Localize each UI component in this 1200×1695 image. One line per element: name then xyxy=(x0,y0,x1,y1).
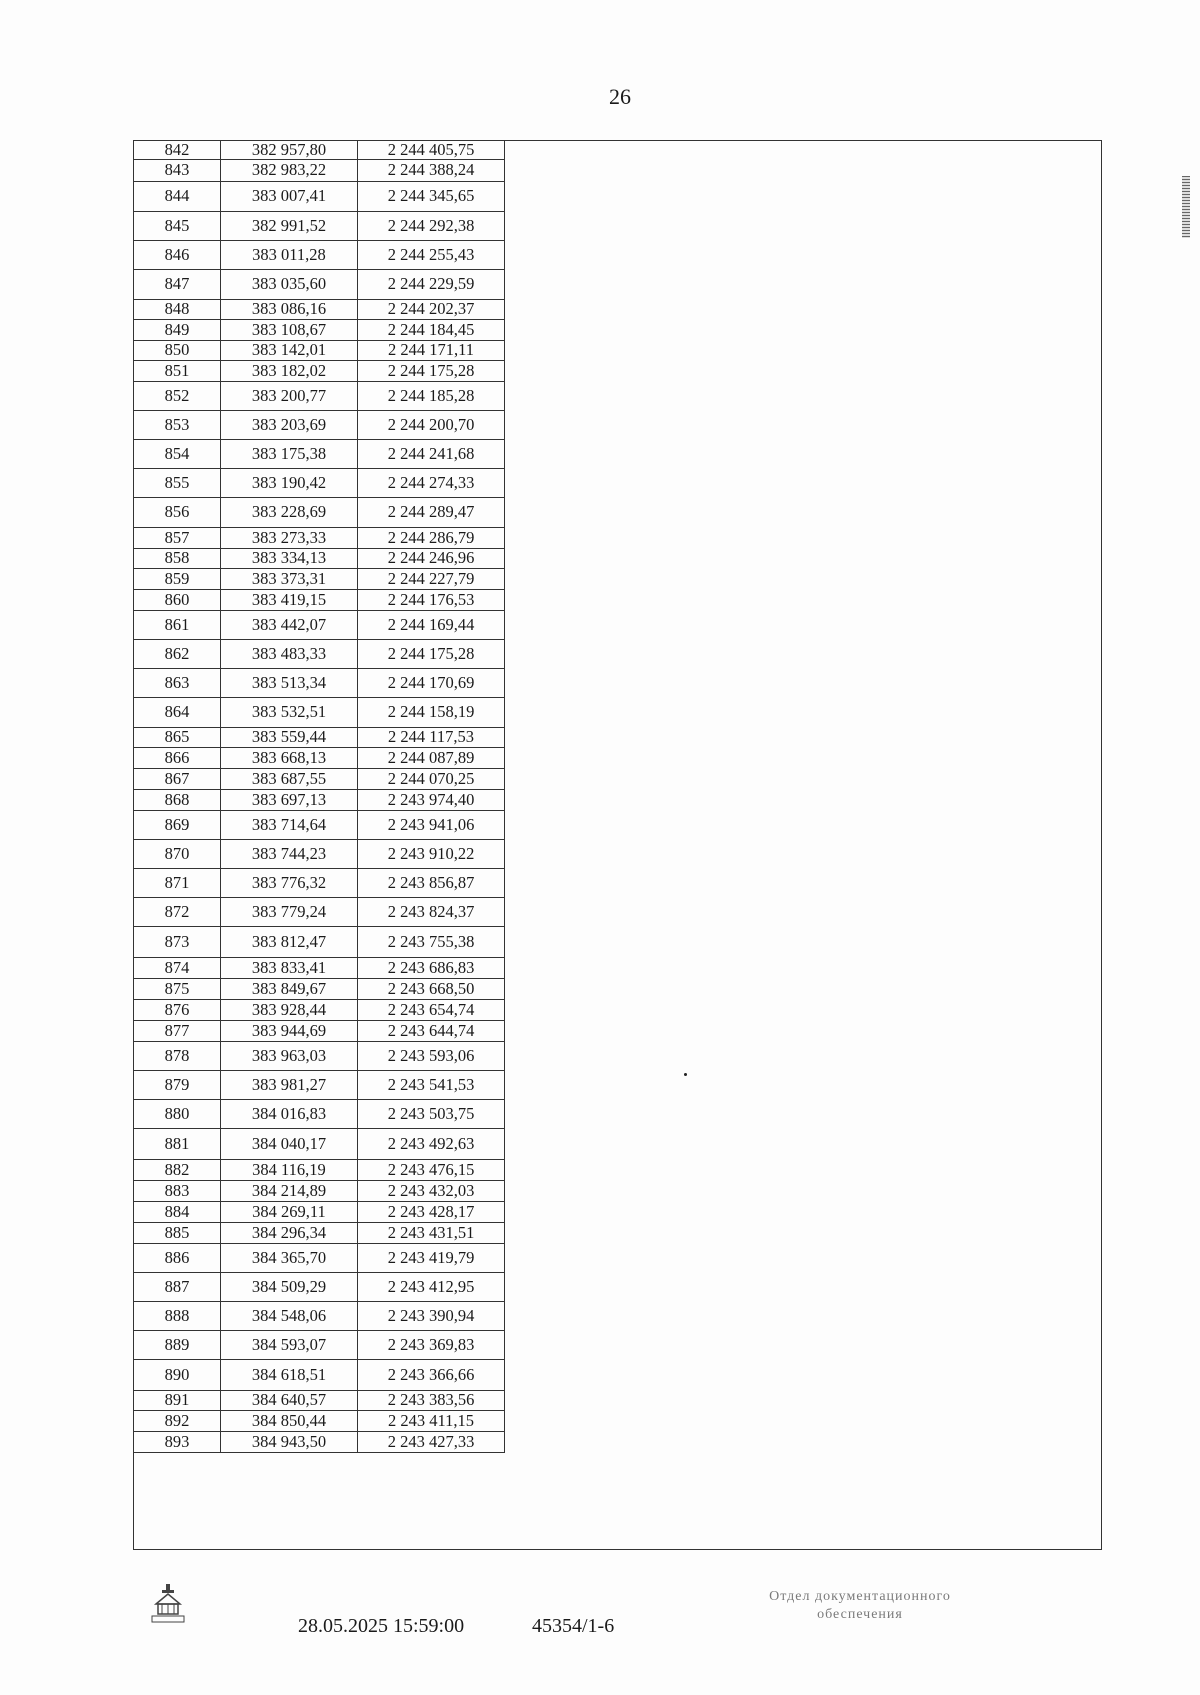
coordinate-x: 383 928,44 xyxy=(221,1000,358,1021)
coordinates-table xyxy=(133,140,505,1453)
point-number: 884 xyxy=(134,1202,221,1223)
stamp-line-1: Отдел документационного xyxy=(769,1589,951,1604)
point-number: 842 xyxy=(134,141,221,160)
point-number: 877 xyxy=(134,1021,221,1042)
coordinate-x: 383 142,01 xyxy=(221,341,358,361)
table-row xyxy=(134,728,505,748)
point-number: 859 xyxy=(134,569,221,590)
point-number: 847 xyxy=(134,270,221,300)
organization-logo-icon xyxy=(148,1582,188,1624)
coordinate-x: 383 776,32 xyxy=(221,869,358,898)
point-number: 893 xyxy=(134,1432,221,1453)
point-number: 892 xyxy=(134,1411,221,1432)
coordinate-y: 2 244 175,28 xyxy=(358,640,505,669)
coordinate-x: 383 744,23 xyxy=(221,840,358,869)
table-row xyxy=(134,1021,505,1042)
table-row xyxy=(134,1360,505,1391)
coordinate-x: 382 957,80 xyxy=(221,141,358,160)
point-number: 885 xyxy=(134,1223,221,1244)
point-number: 882 xyxy=(134,1160,221,1181)
point-number: 890 xyxy=(134,1360,221,1391)
coordinate-y: 2 243 412,95 xyxy=(358,1273,505,1302)
table-row xyxy=(134,270,505,300)
table-row xyxy=(134,320,505,341)
table-row xyxy=(134,1129,505,1160)
table-row xyxy=(134,1042,505,1071)
point-number: 880 xyxy=(134,1100,221,1129)
coordinate-y: 2 244 345,65 xyxy=(358,182,505,212)
coordinate-x: 384 548,06 xyxy=(221,1302,358,1331)
point-number: 861 xyxy=(134,611,221,640)
coordinate-x: 383 190,42 xyxy=(221,469,358,498)
coordinate-x: 384 640,57 xyxy=(221,1391,358,1411)
coordinate-x: 383 944,69 xyxy=(221,1021,358,1042)
coordinate-x: 383 697,13 xyxy=(221,790,358,811)
table-row xyxy=(134,669,505,698)
coordinate-x: 384 365,70 xyxy=(221,1244,358,1273)
table-row xyxy=(134,1331,505,1360)
coordinate-x: 382 991,52 xyxy=(221,212,358,241)
coordinate-x: 383 849,67 xyxy=(221,979,358,1000)
point-number: 866 xyxy=(134,748,221,769)
point-number: 873 xyxy=(134,927,221,958)
coordinate-y: 2 244 158,19 xyxy=(358,698,505,728)
coordinate-x: 384 296,34 xyxy=(221,1223,358,1244)
point-number: 849 xyxy=(134,320,221,341)
point-number: 864 xyxy=(134,698,221,728)
point-number: 851 xyxy=(134,361,221,382)
table-row xyxy=(134,1302,505,1331)
table-row xyxy=(134,361,505,382)
table-row xyxy=(134,241,505,270)
coordinate-y: 2 244 274,33 xyxy=(358,469,505,498)
coordinate-y: 2 244 229,59 xyxy=(358,270,505,300)
coordinate-x: 383 963,03 xyxy=(221,1042,358,1071)
coordinate-y: 2 244 241,68 xyxy=(358,440,505,469)
coordinate-y: 2 243 910,22 xyxy=(358,840,505,869)
coordinate-y: 2 243 366,66 xyxy=(358,1360,505,1391)
table-row xyxy=(134,958,505,979)
point-number: 883 xyxy=(134,1181,221,1202)
table-row xyxy=(134,1432,505,1453)
coordinate-x: 383 687,55 xyxy=(221,769,358,790)
coordinate-y: 2 243 427,33 xyxy=(358,1432,505,1453)
table-row xyxy=(134,698,505,728)
table-row xyxy=(134,1223,505,1244)
point-number: 846 xyxy=(134,241,221,270)
table-row xyxy=(134,927,505,958)
scan-speck xyxy=(684,1073,687,1076)
coordinate-x: 383 035,60 xyxy=(221,270,358,300)
table-row xyxy=(134,440,505,469)
coordinate-y: 2 244 171,11 xyxy=(358,341,505,361)
point-number: 850 xyxy=(134,341,221,361)
coordinate-y: 2 244 200,70 xyxy=(358,411,505,440)
coordinate-y: 2 243 644,74 xyxy=(358,1021,505,1042)
point-number: 857 xyxy=(134,528,221,549)
coordinate-y: 2 244 289,47 xyxy=(358,498,505,528)
coordinate-y: 2 244 184,45 xyxy=(358,320,505,341)
coordinate-x: 383 011,28 xyxy=(221,241,358,270)
table-row xyxy=(134,469,505,498)
coordinate-y: 2 243 369,83 xyxy=(358,1331,505,1360)
table-row xyxy=(134,1244,505,1273)
point-number: 876 xyxy=(134,1000,221,1021)
table-row xyxy=(134,1391,505,1411)
coordinate-y: 2 243 411,15 xyxy=(358,1411,505,1432)
point-number: 844 xyxy=(134,182,221,212)
coordinate-x: 383 334,13 xyxy=(221,549,358,569)
coordinate-y: 2 243 668,50 xyxy=(358,979,505,1000)
point-number: 888 xyxy=(134,1302,221,1331)
scan-edge-mark xyxy=(1182,176,1190,238)
coordinate-y: 2 243 476,15 xyxy=(358,1160,505,1181)
table-row xyxy=(134,1071,505,1100)
coordinate-x: 383 513,34 xyxy=(221,669,358,698)
coordinate-y: 2 244 292,38 xyxy=(358,212,505,241)
point-number: 863 xyxy=(134,669,221,698)
table-row xyxy=(134,769,505,790)
coordinate-y: 2 243 824,37 xyxy=(358,898,505,927)
coordinate-x: 384 850,44 xyxy=(221,1411,358,1432)
coordinate-y: 2 243 390,94 xyxy=(358,1302,505,1331)
table-row xyxy=(134,1411,505,1432)
coordinate-x: 383 812,47 xyxy=(221,927,358,958)
coordinate-y: 2 243 541,53 xyxy=(358,1071,505,1100)
department-stamp xyxy=(700,1588,1020,1624)
coordinate-x: 383 182,02 xyxy=(221,361,358,382)
table-row xyxy=(134,1181,505,1202)
coordinate-y: 2 244 286,79 xyxy=(358,528,505,549)
coordinate-x: 384 214,89 xyxy=(221,1181,358,1202)
table-row xyxy=(134,1202,505,1223)
point-number: 852 xyxy=(134,382,221,411)
point-number: 891 xyxy=(134,1391,221,1411)
coordinate-y: 2 244 087,89 xyxy=(358,748,505,769)
page-number: 26 xyxy=(609,84,631,109)
point-number: 860 xyxy=(134,590,221,611)
coordinate-y: 2 243 383,56 xyxy=(358,1391,505,1411)
coordinate-y: 2 243 503,75 xyxy=(358,1100,505,1129)
coordinate-y: 2 244 170,69 xyxy=(358,669,505,698)
stamp-line-2: обеспечения xyxy=(817,1607,903,1623)
coordinate-x: 383 273,33 xyxy=(221,528,358,549)
coordinate-y: 2 244 070,25 xyxy=(358,769,505,790)
coordinate-x: 383 203,69 xyxy=(221,411,358,440)
table-row xyxy=(134,790,505,811)
coordinate-y: 2 243 432,03 xyxy=(358,1181,505,1202)
coordinate-x: 384 116,19 xyxy=(221,1160,358,1181)
table-row xyxy=(134,869,505,898)
coordinate-y: 2 244 117,53 xyxy=(358,728,505,748)
coordinate-x: 383 419,15 xyxy=(221,590,358,611)
table-row xyxy=(134,1100,505,1129)
coordinate-y: 2 243 974,40 xyxy=(358,790,505,811)
coordinate-x: 383 714,64 xyxy=(221,811,358,840)
coordinate-x: 384 593,07 xyxy=(221,1331,358,1360)
table-row xyxy=(134,498,505,528)
point-number: 869 xyxy=(134,811,221,840)
table-row xyxy=(134,748,505,769)
point-number: 870 xyxy=(134,840,221,869)
coordinates-table-body xyxy=(134,141,505,1453)
coordinate-x: 383 200,77 xyxy=(221,382,358,411)
point-number: 867 xyxy=(134,769,221,790)
coordinate-x: 384 618,51 xyxy=(221,1360,358,1391)
table-row xyxy=(134,979,505,1000)
table-row xyxy=(134,300,505,320)
point-number: 845 xyxy=(134,212,221,241)
coordinate-x: 383 779,24 xyxy=(221,898,358,927)
coordinate-y: 2 243 419,79 xyxy=(358,1244,505,1273)
coordinate-x: 383 373,31 xyxy=(221,569,358,590)
table-row xyxy=(134,1000,505,1021)
coordinate-x: 383 007,41 xyxy=(221,182,358,212)
table-row xyxy=(134,341,505,361)
footer-datetime: 28.05.2025 15:59:00 xyxy=(298,1615,465,1637)
coordinate-y: 2 244 175,28 xyxy=(358,361,505,382)
coordinate-y: 2 244 255,43 xyxy=(358,241,505,270)
point-number: 854 xyxy=(134,440,221,469)
point-number: 878 xyxy=(134,1042,221,1071)
coordinate-y: 2 243 755,38 xyxy=(358,927,505,958)
coordinate-x: 383 086,16 xyxy=(221,300,358,320)
coordinate-x: 384 016,83 xyxy=(221,1100,358,1129)
coordinate-x: 384 269,11 xyxy=(221,1202,358,1223)
coordinate-y: 2 243 593,06 xyxy=(358,1042,505,1071)
coordinate-y: 2 244 176,53 xyxy=(358,590,505,611)
point-number: 855 xyxy=(134,469,221,498)
point-number: 853 xyxy=(134,411,221,440)
coordinate-x: 384 509,29 xyxy=(221,1273,358,1302)
coordinate-y: 2 244 169,44 xyxy=(358,611,505,640)
coordinate-x: 383 108,67 xyxy=(221,320,358,341)
table-row xyxy=(134,382,505,411)
coordinate-y: 2 244 202,37 xyxy=(358,300,505,320)
coordinate-y: 2 243 492,63 xyxy=(358,1129,505,1160)
table-row xyxy=(134,528,505,549)
coordinate-x: 384 040,17 xyxy=(221,1129,358,1160)
coordinate-x: 383 483,33 xyxy=(221,640,358,669)
coordinate-x: 382 983,22 xyxy=(221,160,358,182)
coordinate-y: 2 243 431,51 xyxy=(358,1223,505,1244)
table-row xyxy=(134,811,505,840)
table-row xyxy=(134,898,505,927)
point-number: 879 xyxy=(134,1071,221,1100)
coordinate-y: 2 244 246,96 xyxy=(358,549,505,569)
table-row xyxy=(134,1160,505,1181)
point-number: 874 xyxy=(134,958,221,979)
coordinate-x: 383 981,27 xyxy=(221,1071,358,1100)
table-row xyxy=(134,640,505,669)
coordinate-y: 2 243 686,83 xyxy=(358,958,505,979)
point-number: 862 xyxy=(134,640,221,669)
coordinate-x: 383 442,07 xyxy=(221,611,358,640)
coordinate-y: 2 243 941,06 xyxy=(358,811,505,840)
table-row xyxy=(134,840,505,869)
coordinate-y: 2 243 856,87 xyxy=(358,869,505,898)
table-row xyxy=(134,212,505,241)
point-number: 871 xyxy=(134,869,221,898)
table-row xyxy=(134,1273,505,1302)
point-number: 875 xyxy=(134,979,221,1000)
coordinate-x: 383 532,51 xyxy=(221,698,358,728)
point-number: 889 xyxy=(134,1331,221,1360)
table-row xyxy=(134,141,505,160)
coordinate-y: 2 243 654,74 xyxy=(358,1000,505,1021)
point-number: 881 xyxy=(134,1129,221,1160)
point-number: 868 xyxy=(134,790,221,811)
point-number: 858 xyxy=(134,549,221,569)
coordinate-y: 2 244 388,24 xyxy=(358,160,505,182)
coordinate-y: 2 244 405,75 xyxy=(358,141,505,160)
table-row xyxy=(134,182,505,212)
coordinate-y: 2 244 185,28 xyxy=(358,382,505,411)
point-number: 886 xyxy=(134,1244,221,1273)
table-row xyxy=(134,569,505,590)
table-row xyxy=(134,549,505,569)
table-row xyxy=(134,160,505,182)
table-row xyxy=(134,411,505,440)
point-number: 843 xyxy=(134,160,221,182)
point-number: 865 xyxy=(134,728,221,748)
table-row xyxy=(134,590,505,611)
point-number: 872 xyxy=(134,898,221,927)
point-number: 856 xyxy=(134,498,221,528)
coordinate-x: 383 175,38 xyxy=(221,440,358,469)
coordinate-y: 2 244 227,79 xyxy=(358,569,505,590)
point-number: 887 xyxy=(134,1273,221,1302)
coordinate-x: 383 228,69 xyxy=(221,498,358,528)
coordinate-x: 384 943,50 xyxy=(221,1432,358,1453)
coordinate-y: 2 243 428,17 xyxy=(358,1202,505,1223)
footer-reference: 45354/1-6 xyxy=(532,1615,615,1637)
point-number: 848 xyxy=(134,300,221,320)
table-row xyxy=(134,611,505,640)
coordinate-x: 383 559,44 xyxy=(221,728,358,748)
coordinate-x: 383 668,13 xyxy=(221,748,358,769)
coordinate-x: 383 833,41 xyxy=(221,958,358,979)
